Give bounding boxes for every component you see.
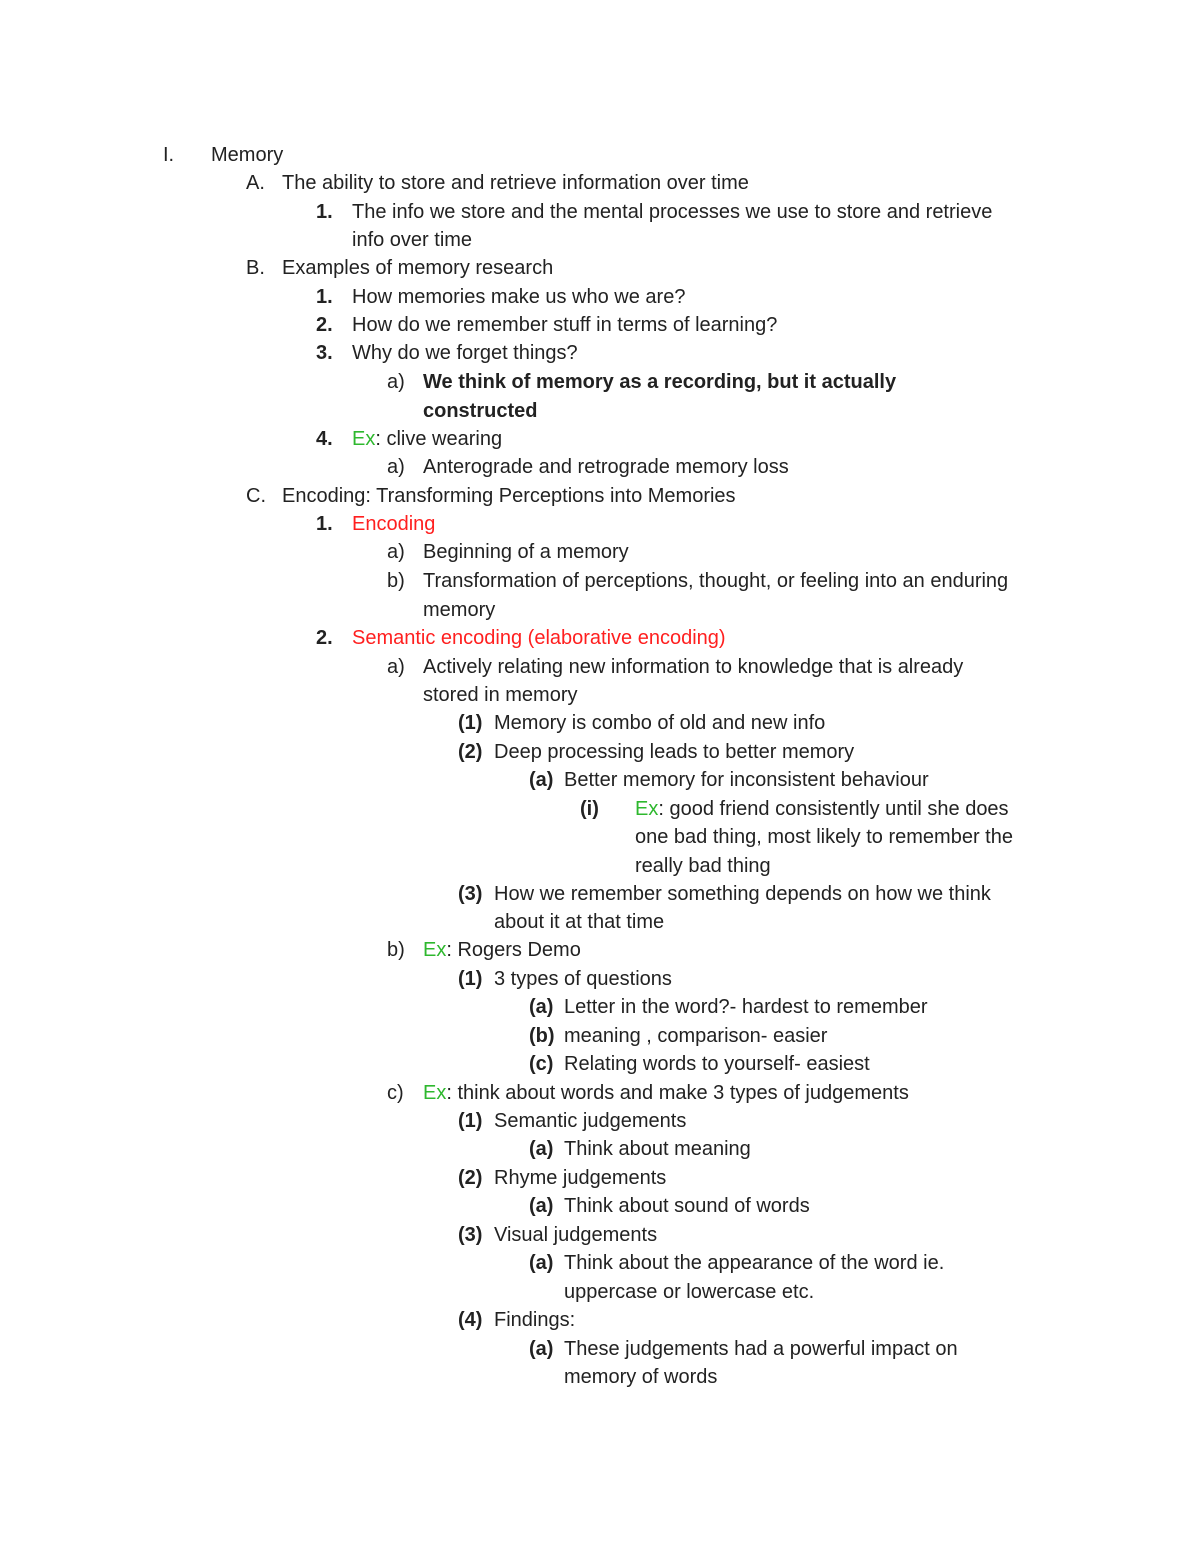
text-segment: about it at that time — [494, 911, 665, 933]
text-segment: Findings: — [494, 1309, 576, 1331]
outline-marker: a) — [387, 541, 405, 563]
text-segment: Rhyme judgements — [494, 1167, 667, 1189]
outline-marker: a) — [387, 656, 405, 678]
outline-text — [352, 311, 777, 339]
outline-item — [0, 567, 1140, 595]
outline-item-continuation — [0, 226, 1140, 254]
outline-text — [423, 596, 495, 624]
outline-text — [423, 453, 789, 481]
outline-text — [352, 425, 502, 453]
text-segment: How do we remember stuff in terms of learning? — [352, 314, 778, 336]
key-term: Encoding — [352, 513, 436, 535]
outline-text — [564, 1135, 751, 1163]
outline-marker: B. — [246, 257, 265, 279]
text-segment: Deep processing leads to better memory — [494, 741, 855, 763]
outline-item — [0, 1221, 1140, 1249]
example-label: Ex — [352, 428, 376, 450]
example-label: Ex — [423, 939, 447, 961]
outline-marker: (1) — [458, 712, 483, 734]
outline-item — [0, 1079, 1140, 1107]
outline-item — [0, 453, 1140, 481]
outline-text — [352, 198, 992, 226]
text-segment: Semantic judgements — [494, 1110, 687, 1132]
outline-text — [635, 795, 1009, 823]
outline-item — [0, 1306, 1140, 1334]
outline-marker: 2. — [316, 627, 333, 649]
text-segment: Think about the appearance of the word ie. — [564, 1252, 945, 1274]
text-segment: Actively relating new information to knowledge that is already — [423, 656, 964, 678]
outline-item — [0, 709, 1140, 737]
outline-item — [0, 141, 1140, 169]
text-segment: These judgements had a powerful impact on — [564, 1338, 958, 1360]
outline-item — [0, 482, 1140, 510]
outline-marker: (1) — [458, 1110, 483, 1132]
outline-marker: (i) — [580, 798, 599, 820]
outline-text — [423, 681, 578, 709]
outline-item — [0, 1192, 1140, 1220]
outline-marker: (a) — [529, 1195, 554, 1217]
text-segment: Encoding: Transforming Perceptions into Memories — [282, 485, 736, 507]
outline-item — [0, 1164, 1140, 1192]
outline-marker: 3. — [316, 342, 333, 364]
text-segment: : Rogers Demo — [446, 939, 581, 961]
outline-text — [352, 283, 685, 311]
outline-item — [0, 653, 1140, 681]
text-segment: uppercase or lowercase etc. — [564, 1281, 815, 1303]
text-segment: : good friend consistently until she does — [658, 798, 1009, 820]
outline-text — [352, 624, 726, 652]
outline-marker: b) — [387, 939, 405, 961]
outline-text — [494, 965, 672, 993]
outline-text — [564, 1363, 717, 1391]
outline-marker: b) — [387, 570, 405, 592]
text-segment: : think about words and make 3 types of judgements — [446, 1082, 909, 1104]
outline-text — [635, 823, 1013, 851]
outline-text — [282, 169, 749, 197]
outline-marker: (a) — [529, 1138, 554, 1160]
outline-item — [0, 1135, 1140, 1163]
text-segment: constructed — [423, 400, 538, 422]
outline-item — [0, 368, 1140, 396]
outline-text — [423, 397, 537, 425]
outline-marker: 1. — [316, 201, 333, 223]
outline-item — [0, 738, 1140, 766]
outline-item — [0, 198, 1140, 226]
text-segment: : clive wearing — [375, 428, 503, 450]
text-segment: memory of words — [564, 1366, 718, 1388]
outline-text — [282, 254, 553, 282]
outline-marker: A. — [246, 172, 265, 194]
outline-item-continuation — [0, 852, 1140, 880]
outline-text — [494, 709, 825, 737]
outline-text — [423, 368, 896, 396]
outline-text — [352, 510, 435, 538]
outline-text — [494, 1164, 666, 1192]
outline-marker: (a) — [529, 1338, 554, 1360]
outline-item-continuation — [0, 596, 1140, 624]
text-segment: really bad thing — [635, 855, 771, 877]
outline-marker: (2) — [458, 741, 483, 763]
outline-marker: c) — [387, 1082, 404, 1104]
outline-text — [423, 936, 581, 964]
outline-marker: 1. — [316, 286, 333, 308]
text-segment: Think about meaning — [564, 1138, 751, 1160]
outline-text — [494, 738, 854, 766]
text-segment: Examples of memory research — [282, 257, 554, 279]
outline-marker: (3) — [458, 1224, 483, 1246]
text-segment: Letter in the word?- hardest to remember — [564, 996, 928, 1018]
text-segment: Beginning of a memory — [423, 541, 629, 563]
outline-marker: (3) — [458, 883, 483, 905]
text-segment: stored in memory — [423, 684, 578, 706]
outline-marker: (2) — [458, 1167, 483, 1189]
text-segment: Transformation of perceptions, thought, or feeling into an enduring — [423, 570, 1009, 592]
outline-text — [423, 653, 963, 681]
outline-text — [352, 339, 578, 367]
outline-marker: (4) — [458, 1309, 483, 1331]
outline-text — [352, 226, 472, 254]
outline-marker: a) — [387, 456, 405, 478]
example-label: Ex — [423, 1082, 447, 1104]
outline-text — [423, 567, 1008, 595]
outline-marker: (1) — [458, 968, 483, 990]
text-segment: We think of memory as a recording, but it actually — [423, 371, 897, 393]
outline-item-continuation — [0, 823, 1140, 851]
outline-item — [0, 1249, 1140, 1277]
text-segment: Visual judgements — [494, 1224, 658, 1246]
text-segment: Memory — [211, 144, 284, 166]
outline-text — [564, 1192, 810, 1220]
outline-item — [0, 795, 1140, 823]
text-segment: The ability to store and retrieve information over time — [282, 172, 749, 194]
outline-item — [0, 254, 1140, 282]
outline-item — [0, 993, 1140, 1021]
outline-text — [564, 993, 928, 1021]
outline-marker: (a) — [529, 996, 554, 1018]
outline-text — [564, 766, 929, 794]
outline-item-continuation — [0, 397, 1140, 425]
outline-item — [0, 538, 1140, 566]
outline-item — [0, 936, 1140, 964]
outline-text — [494, 1107, 686, 1135]
text-segment: memory — [423, 599, 496, 621]
outline-marker: 1. — [316, 513, 333, 535]
text-segment: Better memory for inconsistent behaviour — [564, 769, 929, 791]
outline-marker: I. — [163, 144, 175, 166]
outline-text — [423, 1079, 909, 1107]
outline-text — [564, 1022, 827, 1050]
outline-item-continuation — [0, 681, 1140, 709]
outline-text — [564, 1050, 870, 1078]
text-segment: Think about sound of words — [564, 1195, 810, 1217]
outline-text — [494, 880, 991, 908]
outline-item — [0, 339, 1140, 367]
outline-text — [494, 908, 664, 936]
outline-item — [0, 965, 1140, 993]
outline-text — [423, 538, 629, 566]
key-term: Semantic encoding (elaborative encoding) — [352, 627, 726, 649]
outline-marker: C. — [246, 485, 266, 507]
outline-text — [494, 1306, 575, 1334]
outline-item-continuation — [0, 908, 1140, 936]
outline-marker: (c) — [529, 1053, 554, 1075]
outline-item — [0, 766, 1140, 794]
outline-text — [494, 1221, 657, 1249]
outline-item — [0, 1050, 1140, 1078]
outline-marker: a) — [387, 371, 405, 393]
outline-text — [282, 482, 736, 510]
outline-item — [0, 425, 1140, 453]
outline-marker: 4. — [316, 428, 333, 450]
text-segment: The info we store and the mental processes we use to store and retrieve — [352, 201, 993, 223]
outline-item — [0, 283, 1140, 311]
outline-text — [635, 852, 771, 880]
outline-marker: (a) — [529, 1252, 554, 1274]
outline-item — [0, 880, 1140, 908]
outline-item — [0, 169, 1140, 197]
outline-text — [211, 141, 283, 169]
outline-item — [0, 510, 1140, 538]
outline-marker: 2. — [316, 314, 333, 336]
text-segment: How we remember something depends on how we think — [494, 883, 991, 905]
text-segment: Anterograde and retrograde memory loss — [423, 456, 789, 478]
text-segment: Why do we forget things? — [352, 342, 578, 364]
outline-item — [0, 624, 1140, 652]
text-segment: meaning , comparison- easier — [564, 1025, 828, 1047]
outline-item — [0, 1107, 1140, 1135]
outline-item — [0, 1335, 1140, 1363]
outline-item-continuation — [0, 1363, 1140, 1391]
example-label: Ex — [635, 798, 659, 820]
outline-marker: (a) — [529, 769, 554, 791]
outline-item — [0, 1022, 1140, 1050]
text-segment: How memories make us who we are? — [352, 286, 686, 308]
outline-marker: (b) — [529, 1025, 555, 1047]
text-segment: Memory is combo of old and new info — [494, 712, 826, 734]
outline-item — [0, 311, 1140, 339]
text-segment: Relating words to yourself- easiest — [564, 1053, 870, 1075]
outline-text — [564, 1278, 814, 1306]
text-segment: info over time — [352, 229, 473, 251]
text-segment: one bad thing, most likely to remember the — [635, 826, 1013, 848]
outline-text — [564, 1249, 944, 1277]
outline-text — [564, 1335, 958, 1363]
outline-item-continuation — [0, 1278, 1140, 1306]
text-segment: 3 types of questions — [494, 968, 672, 990]
